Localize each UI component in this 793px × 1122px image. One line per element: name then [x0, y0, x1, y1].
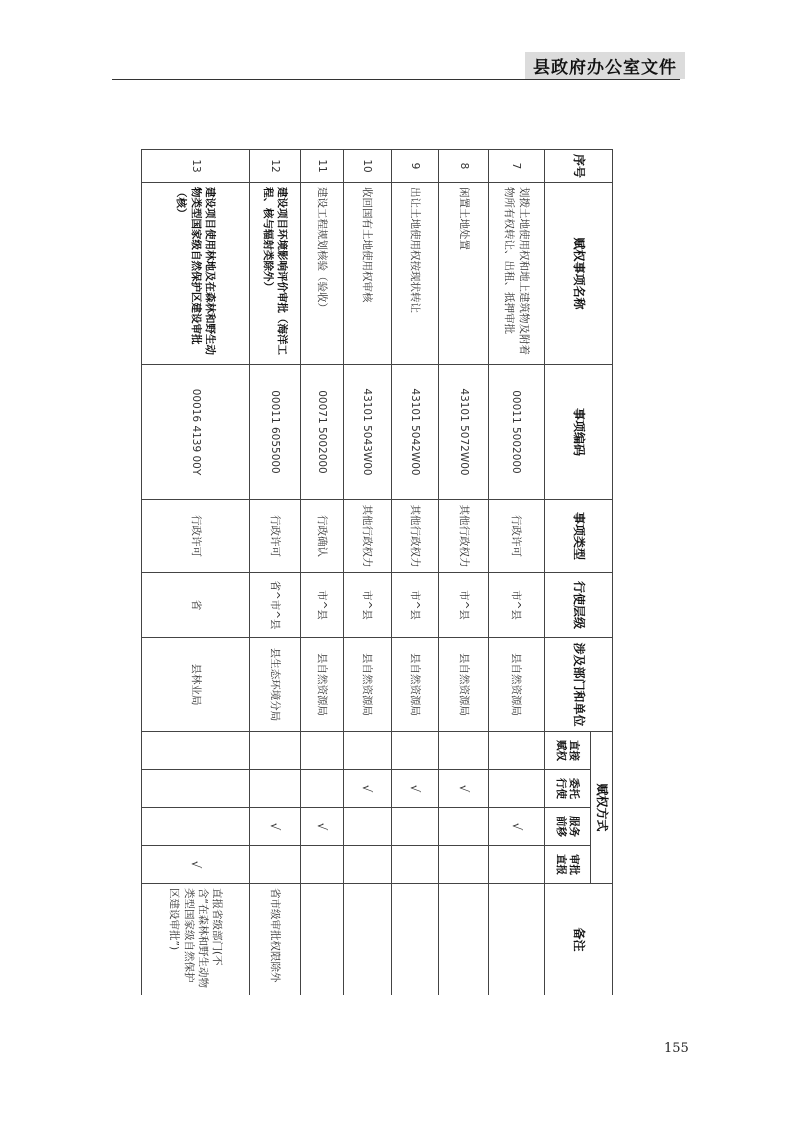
cell-dept: 县林业局 [142, 638, 250, 732]
empowerment-table [141, 149, 613, 995]
col-header-mode-forward: 服务前移 [545, 808, 591, 846]
cell-code: 00011 5002000 [488, 365, 544, 500]
cell-name: 闲置土地处置 [439, 183, 489, 365]
cell-mode-direct [488, 732, 544, 770]
cell-mode-direct [250, 732, 301, 770]
table-row [344, 150, 392, 996]
col-header-mode-entrust: 委托行使 [545, 770, 591, 808]
table-row [250, 150, 301, 996]
table-row [439, 150, 489, 996]
col-header-mode: 赋权方式 [591, 732, 613, 884]
cell-mode-entrust: √ [344, 770, 392, 808]
cell-dept: 县自然资源局 [300, 638, 343, 732]
cell-type: 其他行政权力 [344, 500, 392, 573]
cell-mode-direct [344, 732, 392, 770]
cell-name: 划拨土地使用权和地上建筑物及附着物所有权转让、出租、抵押审批 [488, 183, 544, 365]
cell-code: 43101 5043W00 [344, 365, 392, 500]
cell-level: 市^县 [488, 573, 544, 638]
cell-mode-entrust [488, 770, 544, 808]
cell-note [344, 884, 392, 995]
cell-mode-forward [344, 808, 392, 846]
document-header-label: 县政府办公室文件 [525, 52, 685, 79]
cell-note [439, 884, 489, 995]
cell-mode-entrust [142, 770, 250, 808]
cell-mode-direct [300, 732, 343, 770]
cell-seq: 9 [391, 150, 439, 183]
cell-dept: 县自然资源局 [391, 638, 439, 732]
cell-mode-entrust [250, 770, 301, 808]
cell-seq: 11 [300, 150, 343, 183]
cell-note: 直报省级部门(不含“在森林和野生动物类型国家级自然保护区建设审批”) [142, 884, 250, 995]
cell-dept: 县自然资源局 [439, 638, 489, 732]
cell-note [391, 884, 439, 995]
cell-mode-forward [391, 808, 439, 846]
col-header-mode-report: 审批直报 [545, 846, 591, 884]
cell-name: 建设项目环境影响评价审批（海洋工程、核与辐射类除外） [250, 183, 301, 365]
col-header-level: 行使层级 [545, 573, 613, 638]
cell-mode-direct [439, 732, 489, 770]
cell-mode-report [439, 846, 489, 884]
cell-level: 市^县 [344, 573, 392, 638]
cell-code: 00071 5002000 [300, 365, 343, 500]
cell-mode-entrust: √ [439, 770, 489, 808]
col-header-name: 赋权事项名称 [545, 183, 613, 365]
cell-level: 市^县 [300, 573, 343, 638]
col-header-seq: 序号 [545, 150, 613, 183]
cell-note [488, 884, 544, 995]
cell-mode-report [250, 846, 301, 884]
header-rule [112, 79, 680, 80]
cell-note: 省市级审批权限除外 [250, 884, 301, 995]
cell-dept: 县生态环境分局 [250, 638, 301, 732]
cell-level: 市^县 [391, 573, 439, 638]
cell-mode-report [391, 846, 439, 884]
cell-code: 00011 6055000 [250, 365, 301, 500]
cell-seq: 7 [488, 150, 544, 183]
cell-dept: 县自然资源局 [488, 638, 544, 732]
cell-type: 其他行政权力 [391, 500, 439, 573]
cell-mode-direct [391, 732, 439, 770]
table-row [300, 150, 343, 996]
table-row [142, 150, 250, 996]
cell-level: 省^市^县 [250, 573, 301, 638]
cell-mode-forward [142, 808, 250, 846]
cell-type: 其他行政权力 [439, 500, 489, 573]
page-number: 155 [664, 1041, 689, 1056]
cell-mode-forward: √ [300, 808, 343, 846]
table-row [488, 150, 544, 996]
cell-mode-report [300, 846, 343, 884]
cell-name: 建设项目使用林地及在森林和野生动物类型国家级自然保护区建设审批（核） [142, 183, 250, 365]
table-row [391, 150, 439, 996]
cell-code: 00016 4139 00Y [142, 365, 250, 500]
cell-type: 行政许可 [142, 500, 250, 573]
cell-code: 43101 5072W00 [439, 365, 489, 500]
col-header-dept: 涉及部门和单位 [545, 638, 613, 732]
cell-mode-report [344, 846, 392, 884]
cell-mode-entrust: √ [391, 770, 439, 808]
cell-mode-forward: √ [488, 808, 544, 846]
cell-name: 建设工程规划核验（验收） [300, 183, 343, 365]
cell-mode-forward [439, 808, 489, 846]
cell-mode-report [488, 846, 544, 884]
cell-level: 市^县 [439, 573, 489, 638]
cell-note [300, 884, 343, 995]
col-header-type: 事项类型 [545, 500, 613, 573]
cell-seq: 12 [250, 150, 301, 183]
cell-mode-entrust [300, 770, 343, 808]
cell-dept: 县自然资源局 [344, 638, 392, 732]
cell-type: 行政确认 [300, 500, 343, 573]
cell-name: 收回国有土地使用权审核 [344, 183, 392, 365]
cell-type: 行政许可 [250, 500, 301, 573]
col-header-mode-direct: 直接赋权 [545, 732, 591, 770]
cell-mode-direct [142, 732, 250, 770]
rotated-table-container [141, 149, 613, 995]
cell-type: 行政许可 [488, 500, 544, 573]
cell-level: 省 [142, 573, 250, 638]
cell-name: 出让土地使用权按现状转让 [391, 183, 439, 365]
cell-seq: 13 [142, 150, 250, 183]
table-frame [141, 149, 613, 995]
cell-seq: 10 [344, 150, 392, 183]
cell-mode-forward: √ [250, 808, 301, 846]
cell-code: 43101 5042W00 [391, 365, 439, 500]
cell-seq: 8 [439, 150, 489, 183]
col-header-note: 备注 [545, 884, 613, 995]
col-header-code: 事项编码 [545, 365, 613, 500]
cell-mode-report: √ [142, 846, 250, 884]
